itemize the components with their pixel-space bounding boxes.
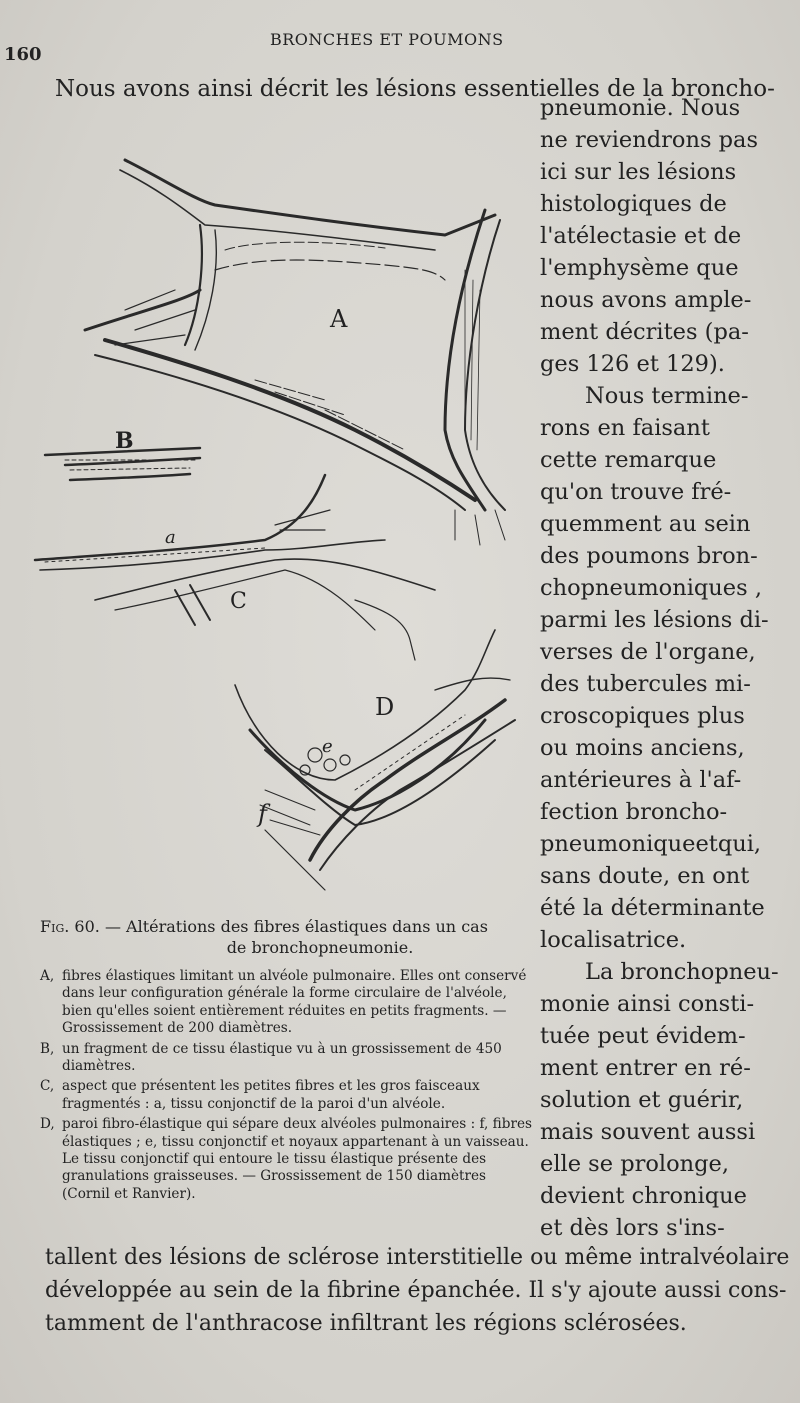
- figure-label-f-lower: f: [258, 800, 267, 828]
- column-line: sans doute, en ont: [540, 863, 750, 889]
- column-line: et dès lors s'ins-: [540, 1215, 725, 1241]
- column-line: monie ainsi consti-: [540, 991, 755, 1017]
- legend-key: A,: [40, 968, 55, 984]
- legend-item: [40, 1078, 535, 1113]
- legend-text: fibres élastiques limitant un alvéole pulmonaire. Elles ont conservé dans leur configuration générale la forme circulaire de l'alvéole, bien qu'elles soient entièrement réduites en petits fragments. — Grossissement de 200 diamètres.: [62, 968, 527, 1037]
- histology-drawing: [25, 130, 545, 910]
- legend-key: B,: [40, 1040, 55, 1057]
- column-line: rons en faisant: [540, 415, 710, 441]
- column-line: localisatrice.: [540, 927, 687, 953]
- bottom-text-line: tallent des lésions de sclérose interstitielle ou même intralvéolaire: [45, 1245, 790, 1270]
- alveolus-a-drawing: [85, 160, 505, 545]
- column-line: ment entrer en ré-: [540, 1055, 751, 1081]
- legend-key: C,: [40, 1078, 55, 1095]
- figure-label-a-upper: A: [330, 305, 348, 333]
- column-line: ment décrites (pa-: [540, 319, 749, 345]
- column-line: fection broncho-: [540, 799, 728, 825]
- figure-caption: [40, 916, 540, 958]
- legend-text: aspect que présentent les petites fibres et les gros faisceaux fragmentés : a, tissu conjonctif de la paroi d'un alvéole.: [62, 1078, 480, 1112]
- caption-line-1: — Altérations des fibres élastiques dans un cas: [104, 917, 488, 936]
- column-line: solution et guérir,: [540, 1087, 744, 1113]
- figure-legend: [40, 968, 535, 1206]
- figure-label-c-upper: C: [230, 589, 247, 614]
- column-line: mais souvent aussi: [540, 1119, 756, 1145]
- column-line: des tubercules mi-: [540, 671, 751, 697]
- figure-label-e-lower: e: [322, 736, 333, 757]
- column-line: cette remarque: [540, 447, 717, 473]
- column-line: l'emphysème que: [540, 255, 739, 281]
- legend-item: [40, 1041, 535, 1076]
- column-line: parmi les lésions di-: [540, 607, 769, 633]
- legend-text: un fragment de ce tissu élastique vu à un grossissement de 450 diamètres.: [62, 1040, 502, 1075]
- column-line: nous avons ample-: [540, 287, 752, 313]
- column-line: ges 126 et 129).: [540, 351, 725, 377]
- legend-item: [40, 968, 535, 1038]
- legend-key: D,: [40, 1116, 55, 1133]
- column-line: croscopiques plus: [540, 703, 745, 729]
- column-line: Nous termine-: [585, 383, 749, 409]
- column-line: l'atélectasie et de: [540, 223, 742, 249]
- column-line: devient chronique: [540, 1183, 747, 1209]
- column-line: La bronchopneu-: [585, 959, 779, 985]
- legend-text: paroi fibro-élastique qui sépare deux alvéoles pulmonaires : f, fibres élastiques ; e, tissu conjonctif et noyaux appartenant à un vaisseau. Le tissu conjonctif qui entoure le tissu élastique présente des granulations graisseuses. — Grossissement de 150 diamètres (Cornil et Ranvier).: [62, 1116, 532, 1202]
- wall-d-drawing: [235, 600, 515, 890]
- caption-line-2: de bronchopneumonie.: [226, 938, 414, 957]
- bottom-text-line: développée au sein de la fibrine épanchée. Il s'y ajoute aussi cons-: [45, 1278, 787, 1303]
- figure-60-illustration: [25, 130, 545, 910]
- column-line: antérieures à l'af-: [540, 767, 742, 793]
- figure-label-d-upper: D: [375, 693, 395, 721]
- column-line: verses de l'organe,: [540, 639, 756, 665]
- column-line: des poumons bron-: [540, 543, 758, 569]
- column-line: pneumoniqueetqui,: [540, 831, 762, 857]
- bottom-text-line: tamment de l'anthracose infiltrant les régions sclérosées.: [45, 1311, 687, 1336]
- column-line: elle se prolonge,: [540, 1151, 729, 1177]
- column-line: tuée peut évidem-: [540, 1023, 746, 1049]
- column-line: ne reviendrons pas: [540, 127, 759, 153]
- column-line: histologiques de: [540, 191, 727, 217]
- first-text-line: Nous avons ainsi décrit les lésions essentielles de la broncho-: [55, 76, 775, 102]
- column-line: quemment au sein: [540, 511, 751, 537]
- column-line: chopneumoniques ,: [540, 575, 762, 601]
- column-line: ou moins anciens,: [540, 735, 745, 761]
- page-number: 160: [4, 44, 42, 65]
- column-line: ici sur les lésions: [540, 159, 737, 185]
- column-line: pneumonie. Nous: [540, 95, 741, 121]
- column-line: qu'on trouve fré-: [540, 479, 732, 505]
- column-line: été la déterminante: [540, 895, 765, 921]
- running-head: BRONCHES ET POUMONS: [270, 30, 504, 49]
- legend-item: [40, 1116, 535, 1203]
- figure-number: Fig. 60.: [40, 917, 100, 936]
- figure-label-a-lower: a: [165, 527, 176, 548]
- figure-label-b-upper: B: [115, 428, 134, 454]
